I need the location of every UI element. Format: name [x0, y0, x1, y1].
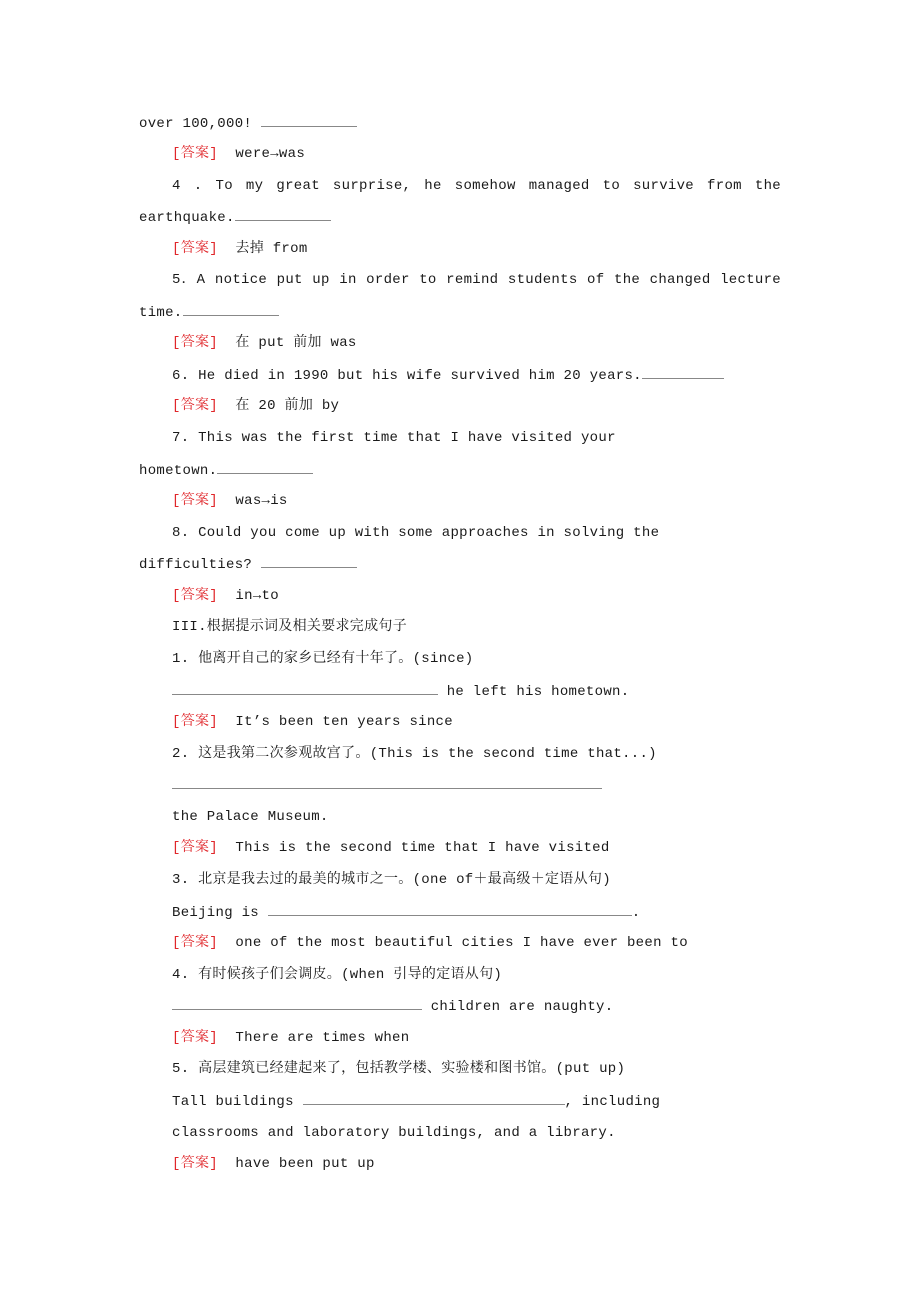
answer-text: were→was [235, 146, 306, 162]
question-text: he left his hometown. [446, 684, 630, 700]
question-text: . [631, 905, 641, 921]
answer-blank[interactable] [172, 776, 602, 789]
part3-question-2: 2. 这是我第二次参观故宫了。(This is the second time that...) [172, 746, 657, 762]
part3-answer-5 [172, 1155, 375, 1173]
part3-answer-4 [172, 1029, 409, 1047]
answer-6 [172, 397, 339, 415]
question-4-line1: 4 . To my great surprise, he somehow managed to survive from the [172, 178, 781, 194]
question-text: time. [139, 305, 183, 321]
answer-tag: [答案] [172, 840, 219, 856]
answer-blank[interactable] [268, 903, 632, 916]
question-4-line2 [139, 208, 331, 227]
answer-blank[interactable] [172, 682, 438, 695]
question-text: Tall buildings [172, 1094, 294, 1110]
answer-tag: [答案] [172, 588, 219, 604]
part3-question-4: 4. 有时候孩子们会调皮。(when 引导的定语从句) [172, 967, 503, 983]
question-text: difficulties? [139, 557, 253, 573]
question-text: hometown. [139, 463, 218, 479]
part3-question-5-sentence [172, 1092, 660, 1111]
answer-blank[interactable] [261, 555, 357, 568]
part3-answer-2 [172, 839, 610, 857]
answer-blank[interactable] [172, 997, 422, 1010]
question-text: over 100,000! [139, 116, 253, 132]
question-5-line1: 5．A notice put up in order to remind students of the changed lecture [172, 272, 781, 288]
answer-3 [172, 145, 305, 163]
answer-tag: [答案] [172, 714, 219, 730]
part3-answer-1 [172, 713, 453, 731]
answer-tag: [答案] [172, 493, 219, 509]
answer-text: There are times when [235, 1030, 410, 1046]
answer-text: 去掉 from [235, 241, 308, 257]
answer-text: 在 put 前加 was [235, 335, 357, 351]
answer-blank[interactable] [303, 1092, 565, 1105]
question-text: , including [564, 1094, 661, 1110]
part3-question-3: 3. 北京是我去过的最美的城市之一。(one of＋最高级＋定语从句) [172, 872, 611, 888]
question-text: children are naughty. [430, 999, 614, 1015]
answer-5 [172, 334, 357, 352]
answer-blank[interactable] [642, 366, 724, 379]
part3-answer-3 [172, 934, 688, 952]
question-8-line1: 8. Could you come up with some approaches in solving the [172, 525, 660, 541]
part3-question-3-sentence [172, 903, 640, 922]
answer-blank[interactable] [235, 208, 331, 221]
question-5-line2 [139, 303, 279, 322]
answer-blank[interactable] [217, 461, 313, 474]
section-heading: III.根据提示词及相关要求完成句子 [172, 619, 408, 635]
answer-tag: [答案] [172, 335, 219, 351]
part3-question-1-sentence [172, 682, 629, 701]
answer-8 [172, 587, 279, 605]
answer-tag: [答案] [172, 1030, 219, 1046]
part3-question-1: 1. 他离开自己的家乡已经有十年了。(since) [172, 651, 474, 667]
question-3-tail [139, 114, 357, 133]
answer-4 [172, 240, 308, 258]
part3-question-2-blank-line [172, 776, 602, 795]
question-7-line2 [139, 461, 313, 480]
part3-question-5: 5. 高层建筑已经建起来了，包括教学楼、实验楼和图书馆。(put up) [172, 1061, 626, 1077]
answer-blank[interactable] [183, 303, 279, 316]
question-8-line2 [139, 555, 357, 574]
answer-tag: [答案] [172, 241, 219, 257]
answer-tag: [答案] [172, 935, 219, 951]
part3-question-5-line2: classrooms and laboratory buildings, and a library. [172, 1125, 616, 1141]
answer-7 [172, 492, 288, 510]
question-7-line1: 7. This was the first time that I have visited your [172, 430, 616, 446]
question-6 [172, 366, 724, 385]
answer-text: one of the most beautiful cities I have ever been to [235, 935, 688, 951]
answer-tag: [答案] [172, 398, 219, 414]
answer-blank[interactable] [261, 114, 357, 127]
part3-question-2-tail: the Palace Museum. [172, 809, 329, 825]
question-text: 6. He died in 1990 but his wife survived him 20 years. [172, 368, 642, 384]
question-text: Beijing is [172, 905, 260, 921]
answer-text: It’s been ten years since [235, 714, 453, 730]
answer-text: 在 20 前加 by [235, 398, 340, 414]
answer-text: have been put up [235, 1156, 375, 1172]
answer-tag: [答案] [172, 146, 219, 162]
answer-text: This is the second time that I have visited [235, 840, 610, 856]
part3-question-4-sentence [172, 997, 613, 1016]
answer-text: was→is [235, 493, 288, 509]
answer-tag: [答案] [172, 1156, 219, 1172]
answer-text: in→to [235, 588, 279, 604]
question-text: earthquake. [139, 210, 235, 226]
